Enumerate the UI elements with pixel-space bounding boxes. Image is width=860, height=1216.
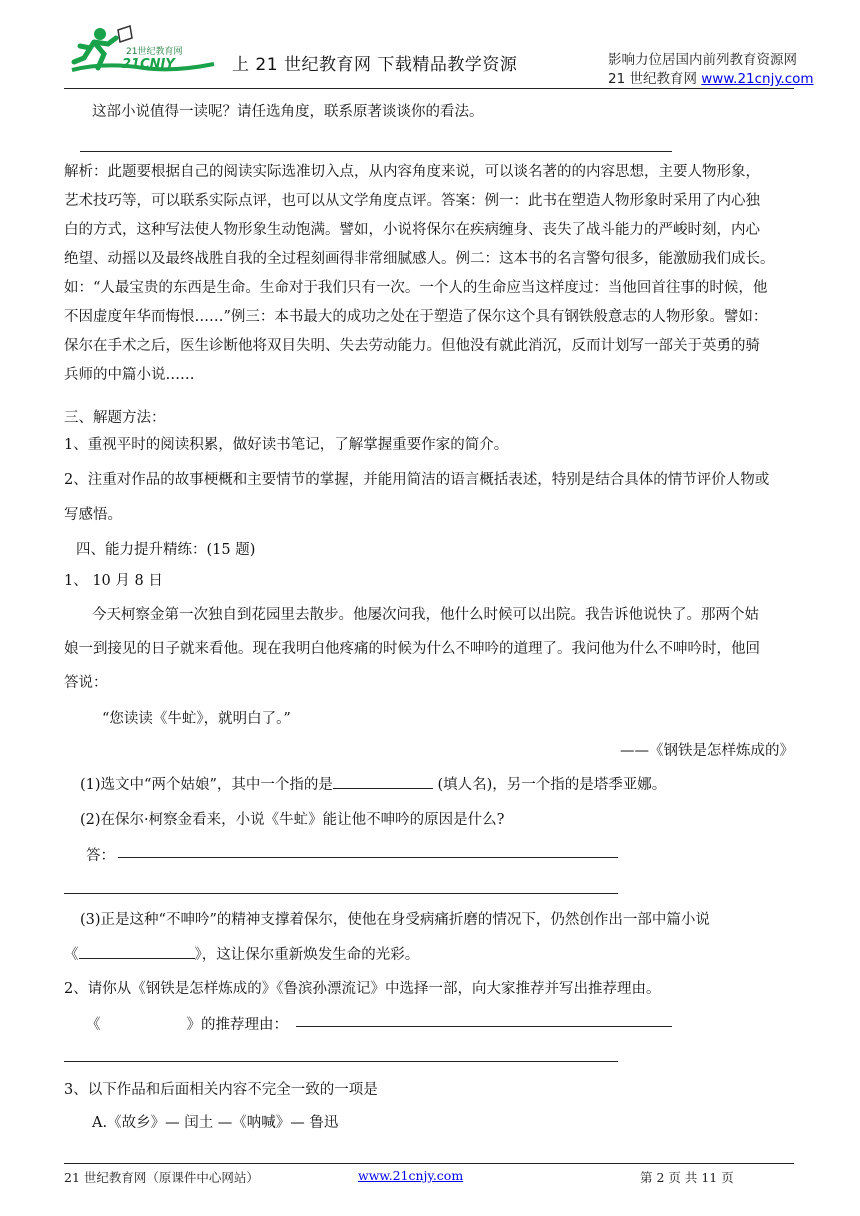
question-3-option-a: A.《故乡》— 闰土 —《呐喊》— 鲁迅 <box>92 1115 339 1131</box>
name-blank[interactable] <box>333 774 433 789</box>
sub-question-2: (2)在保尔·柯察金看来，小说《牛虻》能让他不呻吟的原因是什么? <box>80 812 505 828</box>
book-open-bracket: 《 <box>64 947 79 963</box>
header-title: 上 21 世纪教育网 下载精品教学资源 <box>232 55 518 75</box>
answer-rule[interactable] <box>296 1026 672 1027</box>
question-1-source: ——《钢铁是怎样炼成的》 <box>620 743 794 759</box>
section-3-title: 三、解题方法： <box>64 410 166 426</box>
header-site <box>608 67 814 87</box>
question-1-passage-line: 答说： <box>64 675 108 691</box>
sub-question-3-line-1: (3)正是这种“不呻吟”的精神支撑着保尔，使他在身受病痛折磨的情况下，仍然创作出一部中篇小说 <box>80 912 710 928</box>
question-3: 3、以下作品和后面相关内容不完全一致的一项是 <box>64 1082 378 1098</box>
method-1: 1、重视平时的阅读积累，做好读书笔记，了解掌握重要作家的简介。 <box>64 437 509 453</box>
footer-center <box>358 1168 463 1183</box>
header-divider <box>64 88 794 89</box>
header-tagline: 影响力位居国内前列教育资源网 <box>608 52 797 68</box>
question-1-passage-line: 今天柯察金第一次独自到花园里去散步。他屡次问我，他什么时候可以出院。我告诉他说快了。那两个姑 <box>92 607 759 623</box>
sub-question-1-suffix: (填人名)，另一个指的是塔季亚娜。 <box>437 777 667 793</box>
analysis-block <box>64 158 794 390</box>
footer-left: 21 世纪教育网（原课件中心网站） <box>64 1170 259 1185</box>
sub-question-3-suffix: 》，这让保尔重新焕发生命的光彩。 <box>194 947 420 963</box>
footer-divider <box>64 1163 794 1164</box>
answer-rule[interactable] <box>64 893 618 894</box>
site-logo <box>64 24 224 80</box>
header-site-prefix: 21 世纪教育网 <box>608 71 702 87</box>
analysis-line: 白的方式，这种写法使人物形象生动饱满。譬如，小说将保尔在疾病缠身、丧失了战斗能力的严峻时刻，内心 <box>64 222 760 238</box>
logo-text-2: 21CNJY <box>122 57 175 72</box>
analysis-line: 解析：此题要根据自己的阅读实际选准切入点，从内容角度来说，可以谈名著的的内容思想，主要人物形象， <box>64 164 760 180</box>
sub-question-3-line-2 <box>64 941 794 970</box>
logo-text-1: 21世纪教育网 <box>126 47 183 57</box>
sub-question-1-prefix: (1)选文中“两个姑娘”，其中一个指的是 <box>80 777 333 793</box>
question-1-passage-line: 娘一到接见的日子就来看他。现在我明白他疼痛的时候为什么不呻吟的道理了。我问他为什么不呻吟时，他回 <box>64 641 760 657</box>
method-2-line-1: 2、注重对作品的故事梗概和主要情节的掌握，并能用简洁的语言概括表述，特别是结合具体的情节评价人物或 <box>64 472 770 488</box>
analysis-line: 兵师的中篇小说…… <box>64 367 195 383</box>
answer-label: 答： <box>86 848 115 864</box>
question-line: 这部小说值得一读呢？请任选角度，联系原著谈谈你的看法。 <box>92 104 484 120</box>
footer-page-number: 第 2 页 共 11 页 <box>640 1170 734 1185</box>
footer-link[interactable]: www.21cnjy.com <box>358 1168 464 1183</box>
book-open-bracket: 《 <box>86 1017 101 1033</box>
analysis-line: 绝望、动摇以及最终战胜自我的全过程刻画得非常细腻感人。例二：这本书的名言警句很多，能激励我们成长。 <box>64 251 775 267</box>
recommend-label: 》的推荐理由： <box>186 1017 288 1033</box>
book-title-blank[interactable] <box>79 944 195 959</box>
analysis-line: 艺术技巧等，可以联系实际点评，也可以从文学角度点评。答案：例一：此书在塑造人物形象时采用了内心独 <box>64 193 760 209</box>
analysis-line: 不因虚度年华而悔恨……”例三：本书最大的成功之处在于塑造了保尔这个具有钢铁般意志的人物形象。譬如： <box>64 309 768 325</box>
analysis-line: 保尔在手术之后，医生诊断他将双目失明、失去劳动能力。但他没有就此消沉，反而计划写一部关于英勇的骑 <box>64 338 760 354</box>
answer-rule[interactable] <box>64 1061 618 1062</box>
question-2: 2、请你从《钢铁是怎样炼成的》《鲁滨孙漂流记》中选择一部，向大家推荐并写出推荐理由。 <box>64 981 661 997</box>
sub-question-1 <box>80 771 794 800</box>
answer-rule[interactable] <box>118 857 618 858</box>
question-1-heading: 1、 10 月 8 日 <box>64 573 163 589</box>
analysis-line: 如：“人最宝贵的东西是生命。生命对于我们只有一次。一个人的生命应当这样度过：当他回首往事的时候，他 <box>64 280 768 296</box>
method-2-line-2: 写感悟。 <box>64 507 122 523</box>
question-1-quote: “您读读《牛虻》，就明白了。” <box>102 711 291 727</box>
header-site-link[interactable]: www.21cnjy.com <box>701 71 814 87</box>
section-4-title: 四、能力提升精练：(15 题) <box>76 542 256 558</box>
answer-rule <box>80 151 672 152</box>
